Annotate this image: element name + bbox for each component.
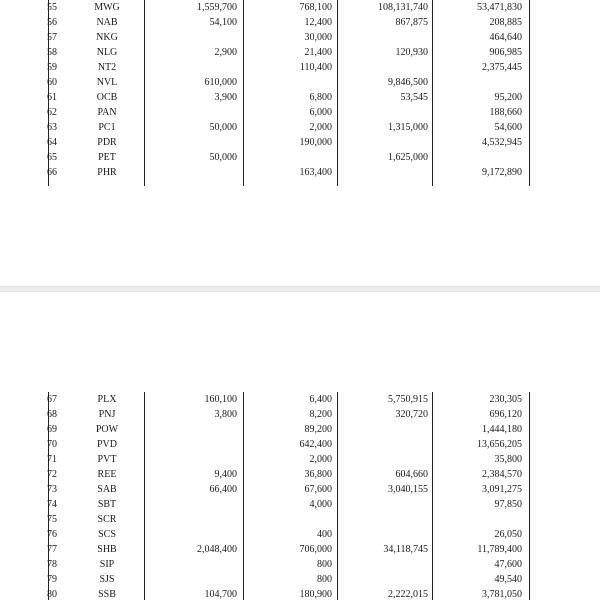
value-v2: 6,400 bbox=[309, 394, 332, 405]
value-v2: 2,000 bbox=[309, 122, 332, 133]
value-v1 bbox=[147, 497, 237, 512]
table-row bbox=[32, 512, 552, 527]
value-v1: 2,048,400 bbox=[197, 544, 237, 555]
value-v2: 4,000 bbox=[309, 499, 332, 510]
value-v1 bbox=[147, 557, 237, 572]
row-number: 72 bbox=[47, 469, 57, 480]
value-v3 bbox=[338, 422, 428, 437]
value-v3: 5,750,915 bbox=[388, 394, 428, 405]
row-number: 79 bbox=[47, 574, 57, 585]
value-v1: 104,700 bbox=[204, 589, 237, 600]
row-number: 68 bbox=[47, 409, 57, 420]
value-v1 bbox=[147, 437, 237, 452]
value-v1: 1,559,700 bbox=[197, 2, 237, 13]
value-v2: 89,200 bbox=[304, 424, 332, 435]
value-v4: 11,789,400 bbox=[477, 544, 522, 555]
row-number: 75 bbox=[47, 514, 57, 525]
document-page-2 bbox=[0, 292, 600, 600]
value-v3 bbox=[338, 30, 428, 45]
value-v3: 320,720 bbox=[395, 409, 428, 420]
table-row bbox=[32, 437, 552, 452]
value-v2: 21,400 bbox=[304, 47, 332, 58]
value-v1 bbox=[147, 422, 237, 437]
table-row bbox=[32, 587, 552, 600]
table-row bbox=[32, 15, 552, 30]
table-row bbox=[32, 392, 552, 407]
value-v1: 50,000 bbox=[209, 122, 237, 133]
value-v3: 867,875 bbox=[395, 17, 428, 28]
ticker-code: PAN bbox=[97, 107, 117, 118]
row-number: 73 bbox=[47, 484, 57, 495]
ticker-code: PNJ bbox=[98, 409, 116, 420]
value-v4: 208,885 bbox=[489, 17, 522, 28]
row-number: 67 bbox=[47, 394, 57, 405]
ticker-code: NAB bbox=[96, 17, 118, 28]
ticker-code: SIP bbox=[99, 559, 115, 570]
value-v4: 9,172,890 bbox=[482, 167, 522, 178]
value-v4: 1,444,180 bbox=[482, 424, 522, 435]
value-v2: 110,400 bbox=[299, 62, 332, 73]
value-v4: 3,091,275 bbox=[482, 484, 522, 495]
value-v4: 230,305 bbox=[489, 394, 522, 405]
value-v4: 2,375,445 bbox=[482, 62, 522, 73]
value-v1: 610,000 bbox=[204, 77, 237, 88]
value-v2: 800 bbox=[317, 559, 332, 570]
value-v4: 464,640 bbox=[489, 32, 522, 43]
table-row bbox=[32, 150, 552, 165]
ticker-code: PC1 bbox=[98, 122, 116, 133]
value-v4 bbox=[432, 75, 522, 90]
row-number: 63 bbox=[47, 122, 57, 133]
row-number: 65 bbox=[47, 152, 57, 163]
value-v3 bbox=[338, 135, 428, 150]
value-v1 bbox=[147, 572, 237, 587]
ticker-code: OCB bbox=[96, 92, 118, 103]
ticker-code: SCR bbox=[97, 514, 117, 525]
value-v1 bbox=[147, 30, 237, 45]
row-number: 70 bbox=[47, 439, 57, 450]
value-v1 bbox=[147, 452, 237, 467]
ticker-code: REE bbox=[97, 469, 117, 480]
row-number: 55 bbox=[47, 2, 57, 13]
table-row bbox=[32, 120, 552, 135]
ticker-code: NT2 bbox=[97, 62, 117, 73]
table-row bbox=[32, 482, 552, 497]
table-row bbox=[32, 45, 552, 60]
value-v2: 800 bbox=[317, 574, 332, 585]
ticker-code: MWG bbox=[94, 2, 120, 13]
value-v1: 9,400 bbox=[214, 469, 237, 480]
value-v2: 768,100 bbox=[299, 2, 332, 13]
table-row bbox=[32, 90, 552, 105]
value-v3: 53,545 bbox=[400, 92, 428, 103]
ticker-code: SJS bbox=[99, 574, 115, 585]
value-v2: 67,600 bbox=[304, 484, 332, 495]
table-row bbox=[32, 422, 552, 437]
value-v4: 26,050 bbox=[494, 529, 522, 540]
value-v3 bbox=[338, 165, 428, 180]
value-v4: 696,120 bbox=[489, 409, 522, 420]
value-v4: 13,656,205 bbox=[477, 439, 522, 450]
row-number: 59 bbox=[47, 62, 57, 73]
row-number: 60 bbox=[47, 77, 57, 88]
value-v3 bbox=[338, 497, 428, 512]
row-number: 61 bbox=[47, 92, 57, 103]
value-v3: 1,625,000 bbox=[388, 152, 428, 163]
ticker-code: PVT bbox=[97, 454, 117, 465]
table-row bbox=[32, 557, 552, 572]
row-number: 80 bbox=[47, 589, 57, 600]
value-v1: 50,000 bbox=[209, 152, 237, 163]
ticker-code: PLX bbox=[97, 394, 117, 405]
row-number: 78 bbox=[47, 559, 57, 570]
value-v1: 66,400 bbox=[209, 484, 237, 495]
value-v2: 642,400 bbox=[299, 439, 332, 450]
value-v4: 3,781,050 bbox=[482, 589, 522, 600]
table-row bbox=[32, 0, 552, 15]
value-v1 bbox=[147, 105, 237, 120]
row-number: 64 bbox=[47, 137, 57, 148]
value-v2: 180,900 bbox=[299, 589, 332, 600]
value-v2: 706,000 bbox=[299, 544, 332, 555]
value-v3: 604,660 bbox=[395, 469, 428, 480]
table-row bbox=[32, 467, 552, 482]
table-row bbox=[32, 165, 552, 180]
ticker-code: NKG bbox=[96, 32, 118, 43]
trading-table-1 bbox=[32, 0, 542, 186]
value-v3 bbox=[338, 527, 428, 542]
value-v4 bbox=[432, 512, 522, 527]
table-row bbox=[32, 407, 552, 422]
value-v2: 8,200 bbox=[309, 409, 332, 420]
ticker-code: PDR bbox=[97, 137, 117, 148]
ticker-code: POW bbox=[95, 424, 119, 435]
value-v4: 188,660 bbox=[489, 107, 522, 118]
value-v2 bbox=[242, 512, 332, 527]
value-v3 bbox=[338, 452, 428, 467]
row-number: 71 bbox=[47, 454, 57, 465]
table-row bbox=[32, 452, 552, 467]
value-v2: 12,400 bbox=[304, 17, 332, 28]
value-v2: 6,000 bbox=[309, 107, 332, 118]
row-number: 66 bbox=[47, 167, 57, 178]
row-number: 76 bbox=[47, 529, 57, 540]
ticker-code: SHB bbox=[97, 544, 117, 555]
ticker-code: NVL bbox=[96, 77, 118, 88]
value-v3 bbox=[338, 572, 428, 587]
ticker-code: SBT bbox=[97, 499, 117, 510]
table-row bbox=[32, 527, 552, 542]
row-number: 56 bbox=[47, 17, 57, 28]
ticker-code: PVD bbox=[96, 439, 117, 450]
value-v4: 906,985 bbox=[489, 47, 522, 58]
table-row bbox=[32, 542, 552, 557]
value-v2: 30,000 bbox=[304, 32, 332, 43]
value-v1 bbox=[147, 527, 237, 542]
table-row bbox=[32, 60, 552, 75]
value-v2 bbox=[242, 150, 332, 165]
value-v4: 49,540 bbox=[494, 574, 522, 585]
value-v4: 95,200 bbox=[494, 92, 522, 103]
value-v1: 2,900 bbox=[214, 47, 237, 58]
value-v1 bbox=[147, 512, 237, 527]
value-v3: 3,040,155 bbox=[388, 484, 428, 495]
row-number: 77 bbox=[47, 544, 57, 555]
document-page-1 bbox=[0, 0, 600, 286]
value-v2: 36,800 bbox=[304, 469, 332, 480]
value-v2: 2,000 bbox=[309, 454, 332, 465]
value-v3 bbox=[338, 437, 428, 452]
value-v4: 54,600 bbox=[494, 122, 522, 133]
value-v3: 34,118,745 bbox=[383, 544, 428, 555]
table-row bbox=[32, 30, 552, 45]
ticker-code: SCS bbox=[98, 529, 116, 540]
value-v4: 35,800 bbox=[494, 454, 522, 465]
table-row bbox=[32, 497, 552, 512]
table-row bbox=[32, 75, 552, 90]
value-v2: 400 bbox=[317, 529, 332, 540]
value-v4: 2,384,570 bbox=[482, 469, 522, 480]
value-v4: 97,850 bbox=[494, 499, 522, 510]
value-v1 bbox=[147, 165, 237, 180]
value-v2: 163,400 bbox=[299, 167, 332, 178]
value-v3: 108,131,740 bbox=[378, 2, 428, 13]
value-v4: 47,600 bbox=[494, 559, 522, 570]
value-v2: 6,800 bbox=[309, 92, 332, 103]
value-v3: 120,930 bbox=[395, 47, 428, 58]
ticker-code: PET bbox=[98, 152, 116, 163]
row-number: 57 bbox=[47, 32, 57, 43]
value-v2: 190,000 bbox=[299, 137, 332, 148]
table-row bbox=[32, 572, 552, 587]
value-v1: 54,100 bbox=[209, 17, 237, 28]
table-row bbox=[32, 135, 552, 150]
value-v2 bbox=[242, 75, 332, 90]
value-v4: 4,532,945 bbox=[482, 137, 522, 148]
row-number: 74 bbox=[47, 499, 57, 510]
ticker-code: SSB bbox=[98, 589, 116, 600]
value-v4 bbox=[432, 150, 522, 165]
value-v3: 1,315,000 bbox=[388, 122, 428, 133]
ticker-code: SAB bbox=[97, 484, 117, 495]
row-number: 69 bbox=[47, 424, 57, 435]
trading-table-2 bbox=[32, 392, 542, 600]
value-v3: 9,846,500 bbox=[388, 77, 428, 88]
table-row bbox=[32, 105, 552, 120]
ticker-code: NLG bbox=[96, 47, 118, 58]
ticker-code: PHR bbox=[97, 167, 117, 178]
value-v1: 3,900 bbox=[214, 92, 237, 103]
row-number: 58 bbox=[47, 47, 57, 58]
value-v4: 53,471,830 bbox=[477, 2, 522, 13]
value-v3: 2,222,015 bbox=[388, 589, 428, 600]
value-v1 bbox=[147, 60, 237, 75]
row-number: 62 bbox=[47, 107, 57, 118]
value-v3 bbox=[338, 512, 428, 527]
value-v1: 160,100 bbox=[204, 394, 237, 405]
value-v1 bbox=[147, 135, 237, 150]
value-v3 bbox=[338, 105, 428, 120]
value-v3 bbox=[338, 60, 428, 75]
value-v3 bbox=[338, 557, 428, 572]
value-v1: 3,800 bbox=[214, 409, 237, 420]
